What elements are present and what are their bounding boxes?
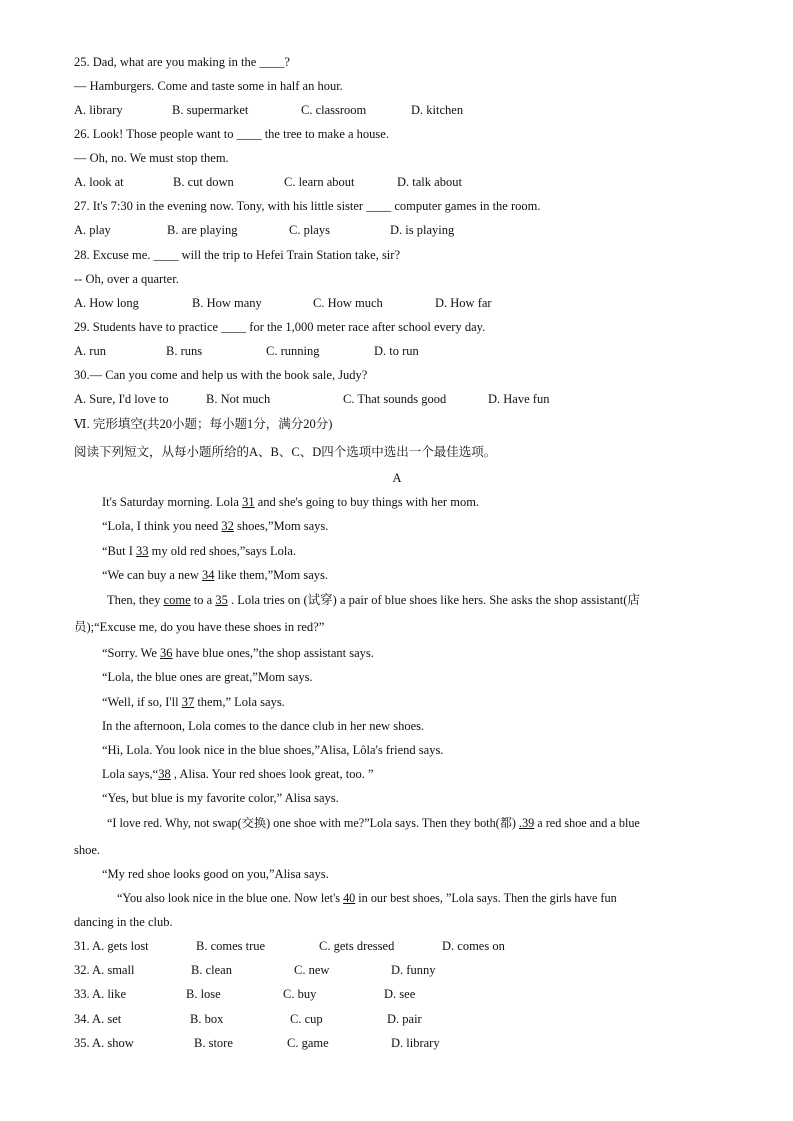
blank-37: 37 — [181, 695, 195, 709]
passage-text: It's Saturday morning. Lola — [102, 495, 243, 509]
option-c: C. cup — [290, 1012, 323, 1026]
option-c: C. running — [266, 344, 320, 358]
option-b: B. comes true — [196, 939, 266, 953]
question-28-reply: -- Oh, over a quarter. — [74, 272, 179, 286]
passage-text: shoes,”Mom says. — [233, 519, 329, 533]
option-a: A. play — [74, 223, 111, 237]
option-d: D. kitchen — [411, 103, 464, 117]
passage-text: like them,”Mom says. — [214, 568, 329, 582]
passage-text: “I love red. Why, not swap(交换) one shoe with me?”Lola says. Then they both(都) — [107, 816, 520, 830]
question-26-stem: 26. Look! Those people want to ____ the tree to make a house. — [74, 127, 389, 141]
passage-text: “Sorry. We — [102, 646, 161, 660]
blank-36: 36 — [160, 646, 173, 660]
passage-line — [117, 890, 720, 906]
option-d: D. talk about — [397, 175, 462, 189]
passage-line: “Yes, but blue is my favorite color,” Alisa says. — [102, 791, 339, 805]
passage-text: . Lola tries on (试穿) a pair of blue shoes like hers. She asks the shop assistant(店 — [227, 593, 640, 607]
question-26-reply: — Oh, no. We must stop them. — [74, 151, 229, 165]
option-c: C. new — [294, 963, 330, 977]
option-d: D. library — [391, 1036, 440, 1050]
blank-32: 32 — [221, 519, 234, 533]
passage-text: “You also look nice in the blue one. Now let's — [117, 891, 344, 905]
option-b: B. cut down — [173, 175, 234, 189]
passage-line: dancing in the club. — [74, 915, 173, 929]
option-b: B. supermarket — [172, 103, 249, 117]
passage-text: “Well, if so, I'll — [102, 695, 182, 709]
option-c: C. classroom — [301, 103, 367, 117]
passage-line: shoe. — [74, 843, 101, 857]
passage-line: “My red shoe looks good on you,”Alisa says. — [102, 867, 329, 881]
underlined-word-come: come — [163, 593, 191, 607]
option-a: A. How long — [74, 296, 139, 310]
option-a: A. Sure, I'd love to — [74, 392, 169, 406]
passage-line — [102, 766, 720, 782]
option-c: C. How much — [313, 296, 383, 310]
passage-text: “Lola, I think you need — [102, 519, 222, 533]
passage-text: Lola says,“ — [102, 767, 159, 781]
passage-line — [102, 694, 720, 710]
option-b: B. store — [194, 1036, 233, 1050]
passage-text: to a — [190, 593, 216, 607]
question-25-reply: — Hamburgers. Come and taste some in half an hour. — [74, 79, 343, 93]
option-b: B. How many — [192, 296, 262, 310]
option-b: B. clean — [191, 963, 232, 977]
option-b: B. lose — [186, 987, 221, 1001]
passage-label: A — [392, 471, 402, 485]
passage-line: In the afternoon, Lola comes to the dance club in her new shoes. — [102, 719, 425, 733]
option-b: B. are playing — [167, 223, 238, 237]
option-b: B. runs — [166, 344, 203, 358]
option-d: D. see — [384, 987, 416, 1001]
option-c: C. buy — [283, 987, 317, 1001]
question-29-stem: 29. Students have to practice ____ for the 1,000 meter race after school every day. — [74, 320, 486, 334]
option-a: A. library — [74, 103, 123, 117]
option-d: D. to run — [374, 344, 419, 358]
passage-line — [107, 592, 720, 608]
passage-line: “Lola, the blue ones are great,”Mom says. — [102, 670, 313, 684]
option-c: C. learn about — [284, 175, 355, 189]
passage-text: a red shoe and a blue — [534, 816, 640, 830]
blank-34: 34 — [202, 568, 215, 582]
option-d: D. How far — [435, 296, 492, 310]
passage-line: 员);“Excuse me, do you have these shoes in red?” — [74, 620, 325, 634]
passage-text: “But I — [102, 544, 137, 558]
option-c: C. game — [287, 1036, 329, 1050]
option-d: D. is playing — [390, 223, 455, 237]
passage-text: have blue ones,”the shop assistant says. — [172, 646, 374, 660]
option-b: B. Not much — [206, 392, 271, 406]
question-30-stem: 30.— Can you come and help us with the book sale, Judy? — [74, 368, 368, 382]
question-25-stem: 25. Dad, what are you making in the ____? — [74, 55, 290, 69]
section-instruction: 阅读下列短文，从每小题所给的A、B、C、D四个选项中选出一个最佳选项。 — [74, 445, 497, 459]
option-a: 31. A. gets lost — [74, 939, 149, 953]
passage-line — [102, 518, 720, 534]
passage-text: Then, they — [107, 593, 164, 607]
blank-31: 31 — [242, 495, 255, 509]
passage-text: in our best shoes, ”Lola says. Then the girls have fun — [355, 891, 617, 905]
option-c: C. That sounds good — [343, 392, 447, 406]
option-c: C. gets dressed — [319, 939, 395, 953]
passage-line — [102, 494, 720, 510]
option-b: B. box — [190, 1012, 224, 1026]
option-d: D. pair — [387, 1012, 422, 1026]
passage-text: them,” Lola says. — [194, 695, 285, 709]
blank-39: .39 — [519, 816, 535, 830]
option-a: 35. A. show — [74, 1036, 134, 1050]
blank-35: 35 — [215, 593, 228, 607]
passage-line — [107, 815, 720, 831]
passage-text: , Alisa. Your red shoes look great, too. ” — [170, 767, 374, 781]
passage-text: “We can buy a new — [102, 568, 202, 582]
passage-line — [102, 645, 720, 661]
option-a: A. run — [74, 344, 106, 358]
passage-line: “Hi, Lola. You look nice in the blue shoes,”Alisa, Lôla's friend says. — [102, 743, 444, 757]
question-28-stem: 28. Excuse me. ____ will the trip to Hefei Train Station take, sir? — [74, 248, 400, 262]
blank-38: 38 — [158, 767, 171, 781]
option-d: D. funny — [391, 963, 436, 977]
passage-line — [102, 543, 720, 559]
option-a: 33. A. like — [74, 987, 127, 1001]
passage-line — [102, 567, 720, 583]
option-c: C. plays — [289, 223, 330, 237]
option-d: D. Have fun — [488, 392, 550, 406]
blank-33: 33 — [136, 544, 149, 558]
option-d: D. comes on — [442, 939, 505, 953]
question-27-stem: 27. It's 7:30 in the evening now. Tony, with his little sister ____ computer games in the room. — [74, 199, 541, 213]
option-a: 34. A. set — [74, 1012, 122, 1026]
passage-text: and she's going to buy things with her mom. — [254, 495, 480, 509]
section-title: Ⅵ. 完形填空(共20小题；每小题1分，满分20分) — [74, 417, 333, 431]
blank-40: 40 — [343, 891, 356, 905]
option-a: 32. A. small — [74, 963, 135, 977]
passage-text: my old red shoes,”says Lola. — [148, 544, 297, 558]
option-a: A. look at — [74, 175, 124, 189]
